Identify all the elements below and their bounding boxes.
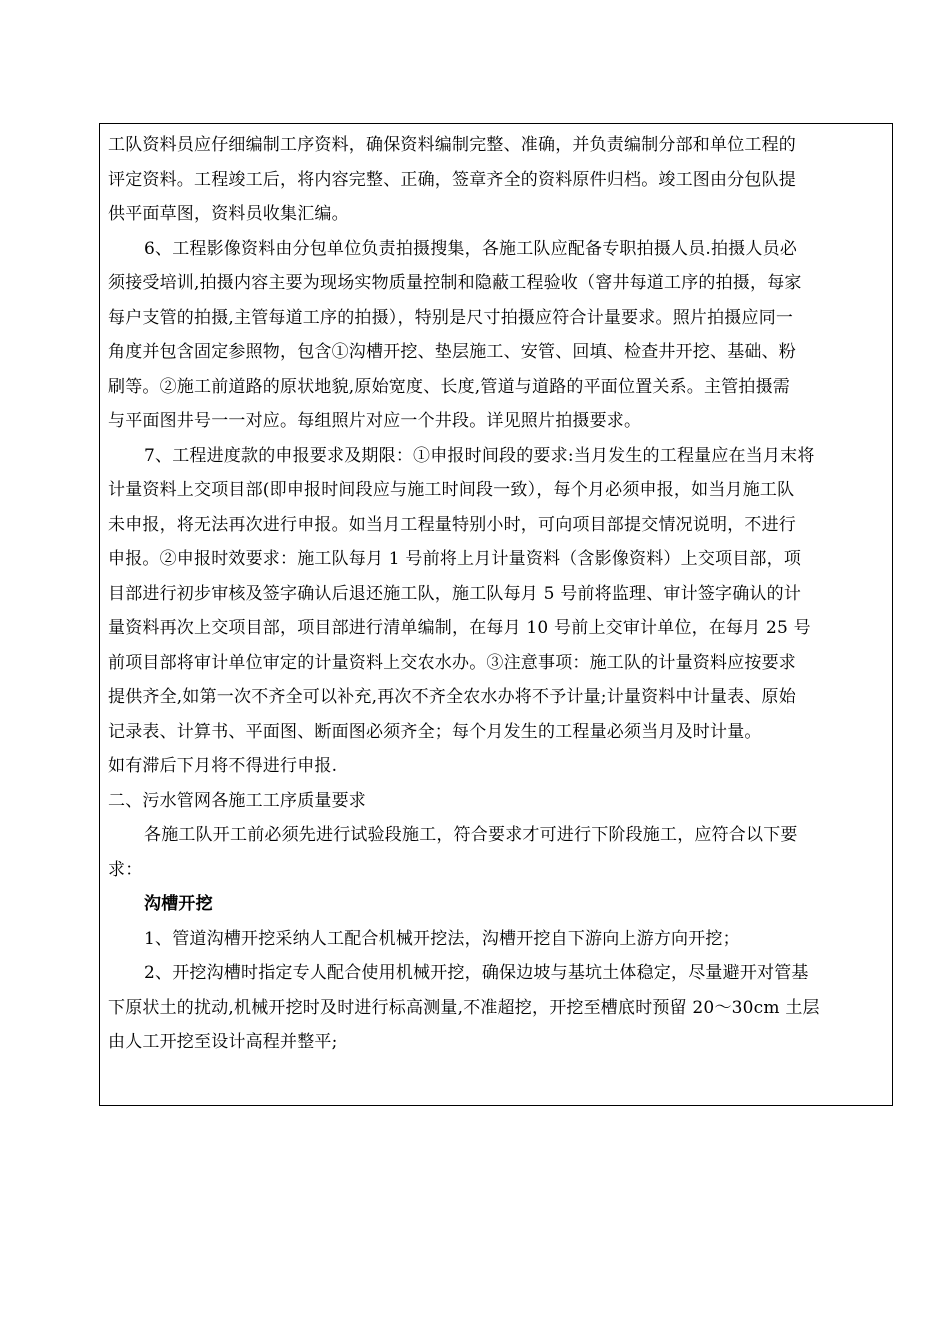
text-line: 计量资料上交项目部(即申报时间段应与施工时间段一致），每个月必须申报，如当月施工队 [108,480,795,500]
text-line: 6、工程影像资料由分包单位负责拍摄搜集，各施工队应配备专职拍摄人员.拍摄人员必 [144,238,798,259]
text-line: 由人工开挖至设计高程并整平; [108,1032,338,1052]
text-line: 下原状土的扰动,机械开挖时及时进行标高测量,不准超挖，开挖至槽底时预留 20～30cm 土层 [108,997,820,1018]
text-line: 角度并包含固定参照物，包含①沟槽开挖、垫层施工、安管、回填、检查井开挖、基础、粉 [108,342,796,362]
section-heading: 沟槽开挖 [144,894,213,914]
text-line: 如有滞后下月将不得进行申报. [108,756,338,776]
document-frame [99,123,893,1106]
text-line: 求： [108,859,143,880]
text-line: 工队资料员应仔细编制工序资料，确保资料编制完整、准确，并负责编制分部和单位工程的 [108,135,796,155]
text-line: 每户支管的拍摄,主管每道工序的拍摄），特别是尺寸拍摄应符合计量要求。照片拍摄应同一 [108,307,794,328]
text-line: 与平面图井号一一对应。每组照片对应一个井段。详见照片拍摄要求。 [108,411,642,431]
text-line: 供平面草图，资料员收集汇编。 [108,204,349,224]
text-line: 未申报，将无法再次进行申报。如当月工程量特别小时，可向项目部提交情况说明，不进行 [108,514,796,535]
text-line: 记录表、计算书、平面图、断面图必须齐全；每个月发生的工程量必须当月及时计量。 [108,721,762,742]
text-line: 2、开挖沟槽时指定专人配合使用机械开挖，确保边坡与基坑土体稳定，尽量避开对管基 [144,963,809,983]
text-line: 前项目部将审计单位审定的计量资料上交农水办。③注意事项：施工队的计量资料应按要求 [108,652,796,673]
text-line: 须接受培训,拍摄内容主要为现场实物质量控制和隐蔽工程验收（窨井每道工序的拍摄，每家 [108,273,802,293]
text-line: 二、污水管网各施工工序质量要求 [108,790,366,811]
text-line: 量资料再次上交项目部，项目部进行清单编制，在每月 10 号前上交审计单位，在每月 25 号 [108,618,811,638]
text-line: 申报。②申报时效要求：施工队每月 1 号前将上月计量资料（含影像资料）上交项目部，项 [108,549,802,569]
text-line: 7、工程进度款的申报要求及期限：①申报时间段的要求:当月发生的工程量应在当月末将 [144,445,815,466]
text-line: 评定资料。工程竣工后，将内容完整、正确，签章齐全的资料原件归档。竣工图由分包队提 [108,169,796,190]
text-line: 提供齐全,如第一次不齐全可以补充,再次不齐全农水办将不予计量;计量资料中计量表、原始 [108,687,796,707]
text-line: 目部进行初步审核及签字确认后退还施工队，施工队每月 5 号前将监理、审计签字确认的计 [108,583,802,604]
text-line: 刷等。②施工前道路的原状地貌,原始宽度、长度,管道与道路的平面位置关系。主管拍摄需 [108,376,791,397]
document-body [108,128,886,1060]
text-line: 各施工队开工前必须先进行试验段施工，符合要求才可进行下阶段施工，应符合以下要 [144,825,798,845]
text-line: 1、管道沟槽开挖采纳人工配合机械开挖法，沟槽开挖自下游向上游方向开挖； [144,928,740,949]
